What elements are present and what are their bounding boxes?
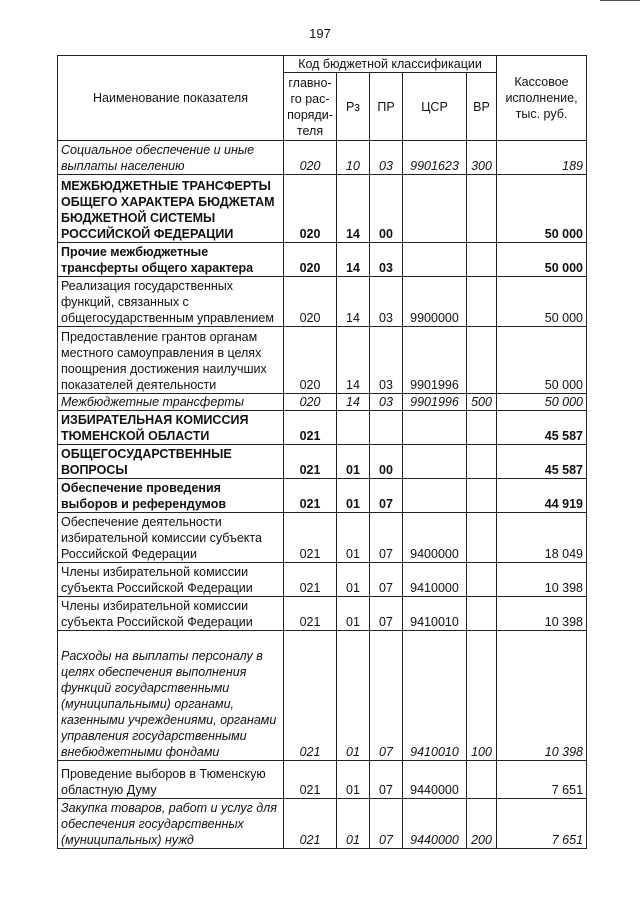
row-grbs: 021 (284, 411, 337, 445)
row-vr (467, 445, 497, 479)
row-rz: 01 (337, 799, 370, 849)
row-rz: 14 (337, 277, 370, 327)
header-name: Наименование показателя (58, 56, 284, 141)
row-csr (403, 175, 467, 243)
row-amount: 50 000 (497, 327, 587, 394)
row-csr: 9400000 (403, 513, 467, 563)
table-row (58, 563, 587, 597)
row-rz (337, 411, 370, 445)
row-vr: 100 (467, 631, 497, 761)
row-rz: 14 (337, 175, 370, 243)
row-csr: 9440000 (403, 799, 467, 849)
row-pr: 03 (370, 243, 403, 277)
header-grbs: главно-го рас-поряди-теля (284, 73, 337, 141)
row-vr (467, 597, 497, 631)
row-csr: 9900000 (403, 277, 467, 327)
row-grbs: 020 (284, 277, 337, 327)
row-grbs: 020 (284, 394, 337, 411)
row-name: Закупка товаров, работ и услуг для обеспечения государственных (муниципальных) нужд (58, 799, 284, 849)
row-grbs: 020 (284, 175, 337, 243)
header-code-group: Код бюджетной классификации (284, 56, 497, 73)
table-row (58, 799, 587, 849)
row-rz: 14 (337, 243, 370, 277)
table-row (58, 513, 587, 563)
row-vr (467, 277, 497, 327)
row-amount: 18 049 (497, 513, 587, 563)
row-grbs: 020 (284, 327, 337, 394)
row-rz: 14 (337, 394, 370, 411)
table-row (58, 411, 587, 445)
row-vr: 200 (467, 799, 497, 849)
row-csr (403, 411, 467, 445)
row-amount: 10 398 (497, 631, 587, 761)
table-row (58, 175, 587, 243)
row-vr (467, 243, 497, 277)
row-grbs: 021 (284, 761, 337, 799)
row-vr (467, 411, 497, 445)
row-pr: 03 (370, 141, 403, 175)
row-name: Члены избирательной комиссии субъекта Российской Федерации (58, 563, 284, 597)
row-pr: 07 (370, 597, 403, 631)
row-name: Обеспечение деятельности избирательной комиссии субъекта Российской Федерации (58, 513, 284, 563)
row-pr: 03 (370, 327, 403, 394)
row-name: Межбюджетные трансферты (58, 394, 284, 411)
header-csr: ЦСР (403, 73, 467, 141)
row-amount: 45 587 (497, 411, 587, 445)
row-pr: 03 (370, 394, 403, 411)
table-row (58, 597, 587, 631)
row-csr: 9410010 (403, 597, 467, 631)
row-amount: 50 000 (497, 277, 587, 327)
row-name: МЕЖБЮДЖЕТНЫЕ ТРАНСФЕРТЫ ОБЩЕГО ХАРАКТЕРА БЮДЖЕТАМ БЮДЖЕТНОЙ СИСТЕМЫ РОССИЙСКОЙ ФЕДЕРАЦИИ (58, 175, 284, 243)
row-csr: 9901623 (403, 141, 467, 175)
row-vr (467, 479, 497, 513)
row-amount: 44 919 (497, 479, 587, 513)
row-amount: 189 (497, 141, 587, 175)
table-row (58, 277, 587, 327)
row-name: Обеспечение проведения выборов и референдумов (58, 479, 284, 513)
row-rz: 01 (337, 761, 370, 799)
row-csr (403, 243, 467, 277)
row-grbs: 021 (284, 479, 337, 513)
row-vr (467, 761, 497, 799)
row-name: Социальное обеспечение и иные выплаты населению (58, 141, 284, 175)
header-pr: ПР (370, 73, 403, 141)
corner-mark (600, 0, 640, 1)
row-name: ОБЩЕГОСУДАРСТВЕННЫЕ ВОПРОСЫ (58, 445, 284, 479)
table-row (58, 327, 587, 394)
row-pr (370, 411, 403, 445)
row-rz: 01 (337, 513, 370, 563)
row-grbs: 020 (284, 243, 337, 277)
row-csr: 9901996 (403, 394, 467, 411)
row-rz: 01 (337, 597, 370, 631)
row-name: Предоставление грантов органам местного самоуправления в целях поощрения достижения наилучших показателей деятельности (58, 327, 284, 394)
row-vr (467, 175, 497, 243)
row-vr: 500 (467, 394, 497, 411)
row-vr (467, 327, 497, 394)
row-csr: 9410000 (403, 563, 467, 597)
row-rz: 01 (337, 445, 370, 479)
row-name: ИЗБИРАТЕЛЬНАЯ КОМИССИЯ ТЮМЕНСКОЙ ОБЛАСТИ (58, 411, 284, 445)
header-vr: ВР (467, 73, 497, 141)
row-grbs: 020 (284, 141, 337, 175)
row-grbs: 021 (284, 597, 337, 631)
row-name: Прочие межбюджетные трансферты общего характера (58, 243, 284, 277)
row-csr (403, 479, 467, 513)
row-name: Реализация государственных функций, связанных с общегосударственным управлением (58, 277, 284, 327)
table-row (58, 394, 587, 411)
header-amount: Кассовое исполнение, тыс. руб. (497, 56, 587, 141)
budget-table (57, 55, 587, 849)
table-row (58, 243, 587, 277)
row-csr: 9901996 (403, 327, 467, 394)
table-row (58, 479, 587, 513)
row-vr (467, 563, 497, 597)
table-row (58, 761, 587, 799)
row-vr (467, 513, 497, 563)
row-amount: 10 398 (497, 563, 587, 597)
row-grbs: 021 (284, 445, 337, 479)
row-amount: 50 000 (497, 243, 587, 277)
row-grbs: 021 (284, 799, 337, 849)
row-pr: 07 (370, 513, 403, 563)
row-amount: 45 587 (497, 445, 587, 479)
row-vr: 300 (467, 141, 497, 175)
row-csr: 9410010 (403, 631, 467, 761)
row-csr (403, 445, 467, 479)
row-amount: 7 651 (497, 761, 587, 799)
row-rz: 01 (337, 563, 370, 597)
row-rz: 10 (337, 141, 370, 175)
row-csr: 9440000 (403, 761, 467, 799)
row-name: Члены избирательной комиссии субъекта Российской Федерации (58, 597, 284, 631)
table-row (58, 631, 587, 761)
row-name: Расходы на выплаты персоналу в целях обеспечения выполнения функций государственными (муниципальными) органами, казенными учреждениями, органами управления государственными внебюджетными фондами (58, 631, 284, 761)
row-grbs: 021 (284, 563, 337, 597)
table-row (58, 141, 587, 175)
row-name: Проведение выборов в Тюменскую областную Думу (58, 761, 284, 799)
table-row (58, 445, 587, 479)
row-pr: 07 (370, 479, 403, 513)
header-rz: Рз (337, 73, 370, 141)
row-grbs: 021 (284, 513, 337, 563)
row-amount: 7 651 (497, 799, 587, 849)
row-pr: 07 (370, 761, 403, 799)
row-grbs: 021 (284, 631, 337, 761)
row-pr: 07 (370, 631, 403, 761)
row-amount: 50 000 (497, 175, 587, 243)
row-pr: 03 (370, 277, 403, 327)
row-rz: 01 (337, 631, 370, 761)
row-pr: 07 (370, 799, 403, 849)
row-rz: 14 (337, 327, 370, 394)
row-rz: 01 (337, 479, 370, 513)
row-amount: 50 000 (497, 394, 587, 411)
row-pr: 00 (370, 445, 403, 479)
row-pr: 07 (370, 563, 403, 597)
page-number: 197 (309, 26, 331, 41)
row-pr: 00 (370, 175, 403, 243)
row-amount: 10 398 (497, 597, 587, 631)
